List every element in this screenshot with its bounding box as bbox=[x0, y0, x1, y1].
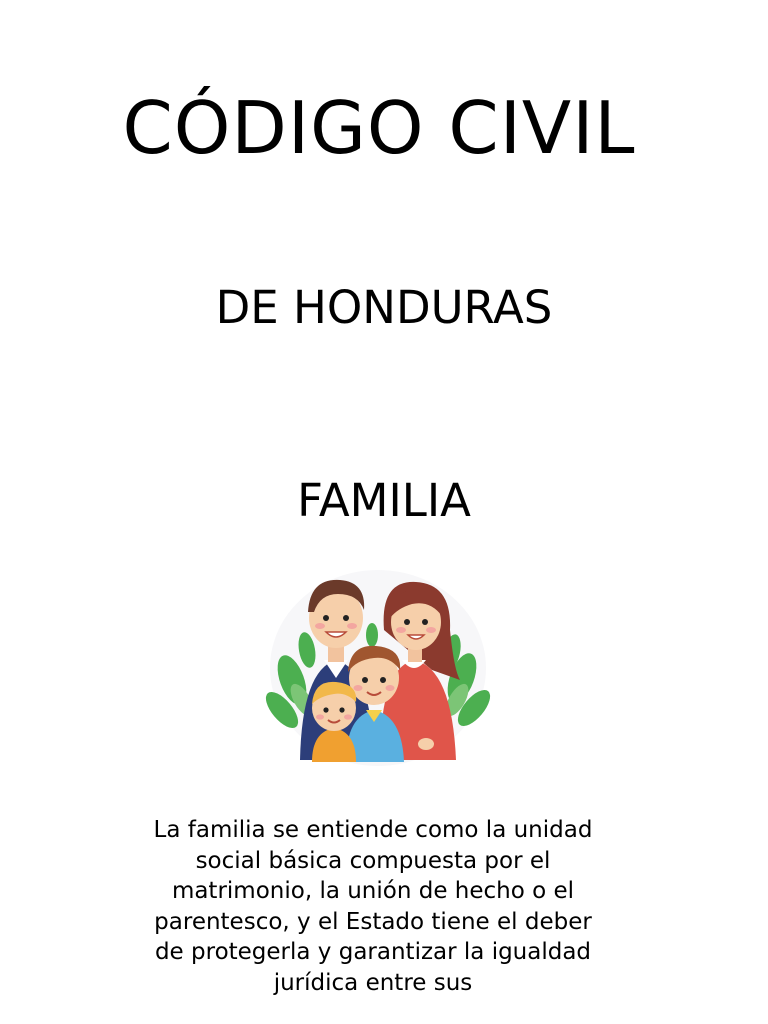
section-heading: FAMILIA bbox=[297, 474, 471, 527]
toddler-figure bbox=[312, 682, 356, 762]
document-subtitle: DE HONDURAS bbox=[215, 281, 553, 334]
document-title: CÓDIGO CIVIL bbox=[122, 86, 636, 170]
body-paragraph: La familia se entiende como la unidad social básica compuesta por el matrimonio, la unión de hecho o el parentesco, y el Estado tiene el deber de protegerla y garantizar la igualdad jurídica entre sus bbox=[153, 817, 593, 996]
family-illustration bbox=[262, 560, 494, 770]
family-icon bbox=[262, 560, 494, 770]
